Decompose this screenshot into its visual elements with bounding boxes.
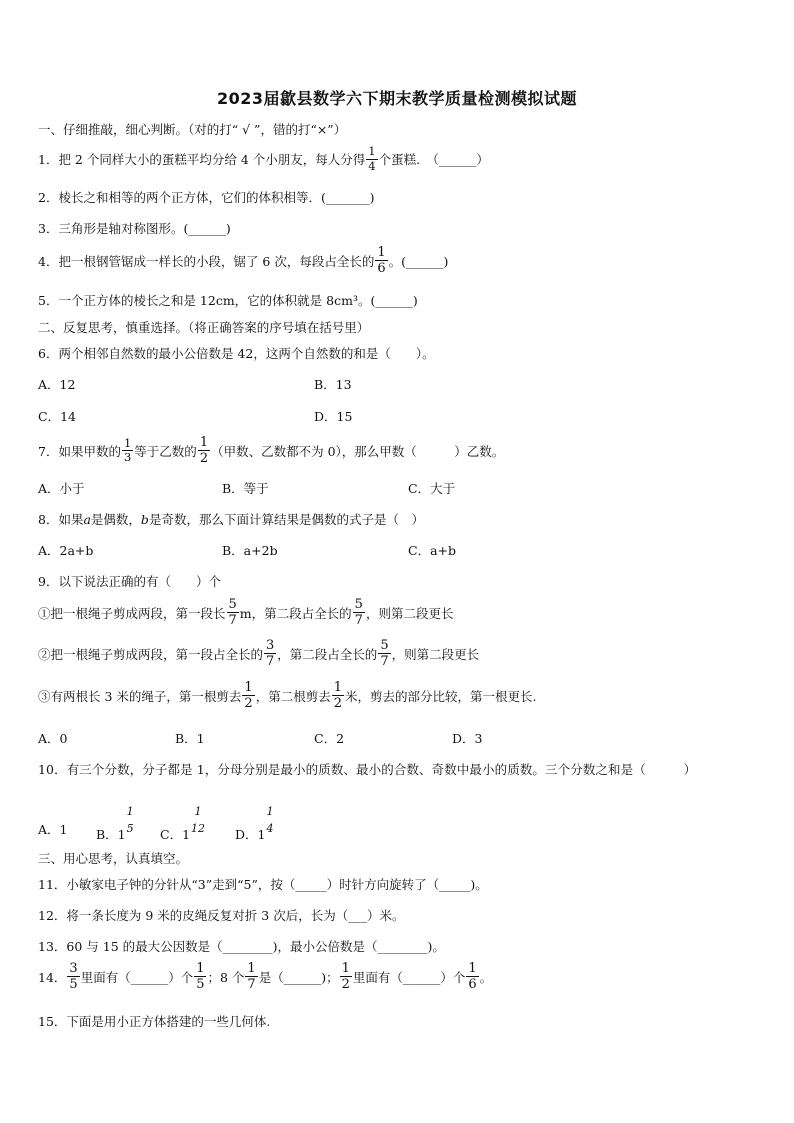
page-title: 2023届歙县数学六下期末教学质量检测模拟试题 [216,89,578,108]
q10-option-a: A．1 [38,822,68,837]
q7-option-b: B．等于 [222,481,269,496]
q10-option-d: D．1 1 4 [235,805,274,842]
question-7: 7．如果甲数的 $\frac{1}{3}$ 等于乙数的 $\frac{1}{2}$ （甲数、乙数都不为 0），那么甲数（ ）乙数。 [38,435,505,466]
q7-option-c: C．大于 [408,481,456,496]
question-9: 9．以下说法正确的有（ ）个 [38,574,221,589]
fraction-1-4: 1 4 [266,805,274,835]
fraction-1-2: $\frac{1}{2}$ [341,961,350,992]
fraction-5-7: $\frac{5}{7}$ [354,597,363,628]
question-11: 11．小敏家电子钟的分针从“3”走到“5”，按（_____）时针方向旋转了（_____)。 [38,877,488,892]
q9-statement-2: ②把一根绳子剪成两段，第一段占全长的 $\frac{3}{7}$ ，第二段占全长的 $\frac{5}{7}$ ，则第二段更长 [38,638,480,669]
question-2: 2．棱长之和相等的两个正方体，它们的体积相等．(_______) [38,190,375,205]
section3-heading: 三、用心思考，认真填空。 [38,851,189,866]
question-13: 13．60 与 15 的最大公因数是（________)，最小公倍数是（________)。 [38,939,445,954]
question-8: 8．如果 a 是偶数， b 是奇数，那么下面计算结果是偶数的式子是（ ） [38,511,424,527]
fraction-1-5: $\frac{1}{5}$ [196,961,205,992]
fraction-1-2: $\frac{1}{2}$ [199,435,209,466]
fraction-1-5: 1 5 [126,805,134,835]
q9-option-d: D．3 [452,731,483,746]
question-15: 15．下面是用小正方体搭建的一些几何体. [38,1014,271,1029]
q10-option-b: B．1 1 5 [96,805,134,842]
question-14: 14． $\frac{3}{5}$ 里面有（______）个 $\frac{1}{5}$ ；8 个 $\frac{1}{7}$ 是（______)； $\frac{1}{2}$ 里面有（______）个 $\frac{1}{6}$ 。 [38,961,493,992]
q6-option-c: C．14 [38,409,76,424]
section1-heading: 一、仔细推敲，细心判断。（对的打“ √ ”，错的打“×”） [38,122,347,137]
q9-option-a: A．0 [38,731,68,746]
question-1: 1．把 2 个同样大小的蛋糕平均分给 4 个小朋友，每人分得 $\frac{1}{4}$ 个蛋糕. （______） [38,144,489,173]
q8-option-a: A．2a+b [38,543,94,558]
fraction-1-6: $\frac{1}{6}$ [468,961,477,992]
fraction-5-7: $\frac{5}{7}$ [380,638,389,669]
fraction-1-6: $\frac{1}{6}$ [377,245,386,276]
question-6: 6．两个相邻自然数的最小公倍数是 42，这两个自然数的和是（ ）。 [38,346,435,361]
q9-statement-3: ③有两根长 3 米的绳子，第一根剪去 $\frac{1}{2}$ ，第二根剪去 $\frac{1}{2}$ 米，剪去的部分比较，第一根更长. [38,680,537,711]
fraction-1-7: $\frac{1}{7}$ [247,961,256,992]
q6-option-b: B．13 [314,377,352,392]
q8-option-b: B．a+2b [222,543,278,558]
q7-option-a: A．小于 [38,481,85,496]
fraction-1-2: $\frac{1}{2}$ [244,680,253,711]
q10-option-c: C．1 1 12 [160,805,206,842]
fraction-1-3: $\frac{1}{3}$ [123,435,132,464]
fraction-3-5: $\frac{3}{5}$ [69,961,78,992]
q9-option-b: B．1 [175,731,205,746]
q6-option-a: A．12 [38,377,76,392]
section2-heading: 二、反复思考，慎重选择。（将正确答案的序号填在括号里） [38,320,370,335]
q9-statement-1: ①把一根绳子剪成两段，第一段长 $\frac{5}{7}$ m，第二段占全长的 $\frac{5}{7}$ ，则第二段更长 [38,597,454,628]
q9-option-c: C．2 [314,731,345,746]
fraction-1-4: $\frac{1}{4}$ [368,144,376,173]
fraction-5-7: $\frac{5}{7}$ [228,597,237,628]
q8-option-c: C．a+b [408,543,456,558]
question-3: 3．三角形是轴对称图形。(______) [38,221,231,236]
fraction-3-7: $\frac{3}{7}$ [266,638,275,669]
fraction-1-12: 1 12 [191,805,206,835]
q6-option-d: D．15 [314,409,353,424]
question-10: 10．有三个分数，分子都是 1，分母分别是最小的质数、最小的合数、奇数中最小的质数。三个分数之和是（ ） [38,762,697,777]
question-12: 12．将一条长度为 9 米的皮绳反复对折 3 次后，长为（___）米。 [38,908,405,923]
question-5: 5．一个正方体的棱长之和是 12cm，它的体积就是 8cm³。(______) [38,293,418,308]
fraction-1-2: $\frac{1}{2}$ [333,680,342,711]
question-4: 4．把一根钢管锯成一样长的小段，锯了 6 次，每段占全长的 $\frac{1}{6}$ 。(______) [38,245,449,276]
